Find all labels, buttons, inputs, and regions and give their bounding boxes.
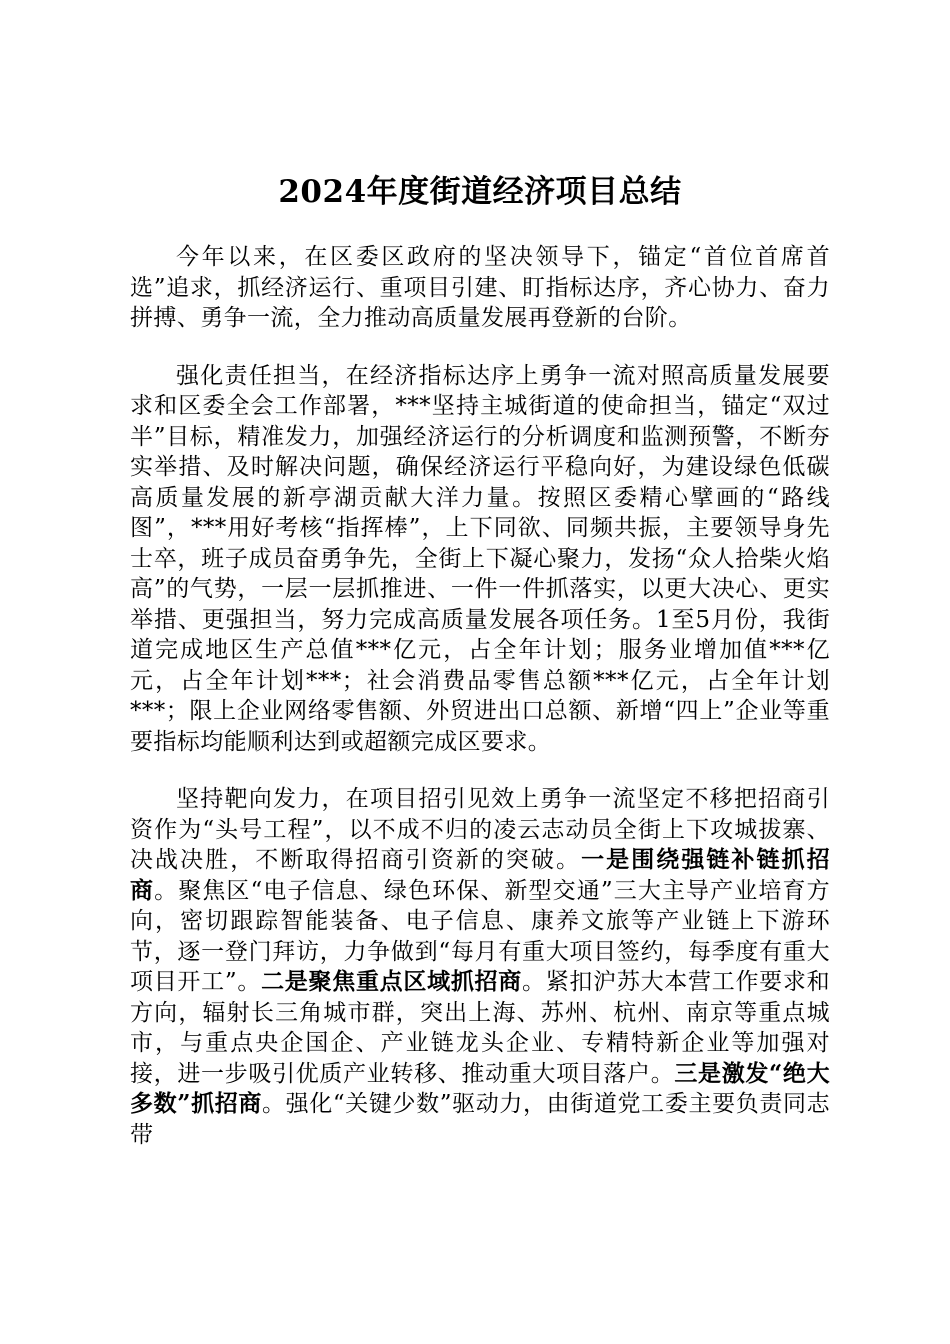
point-one-text: 。聚焦区“电子信息、绿色环保、新型交通”三大主导产业培育方向，密切跟踪智能装备、电子信息、康养文旅等产业链上下游环节，逐一登门拜访，力争做到“每月有重大项目签约，每季度有重大项目开工”。: [130, 877, 830, 995]
document-title: 2024年度街道经济项目总结: [278, 174, 682, 210]
point-two-heading: 二是聚焦重点区域抓招商: [261, 968, 522, 995]
point-two-text: 。紧扣沪苏大本营工作要求和方向，辐射长三角城市群，突出上海、苏州、杭州、南京等重点城市，与重点央企国企、产业链龙头企业、专精特新企业等加强对接，进一步吸引优质产业转移、推动重大项目落户。: [130, 969, 830, 1087]
point-three-heading: 三是激发“绝大多数”抓招商: [130, 1059, 830, 1117]
point-three-text: 。强化“关键少数”驱动力，由街道党工委主要负责同志带: [130, 1091, 830, 1148]
paragraph-intro: 今年以来，在区委区政府的坚决领导下，锚定“首位首席首选”追求，抓经济运行、重项目引建、盯指标达序，齐心协力、奋力拼搏、勇争一流，全力推动高质量发展再登新的台阶。: [130, 244, 830, 331]
paragraph-project-attraction-intro: 坚持靶向发力，在项目招引见效上勇争一流坚定不移把招商引资作为“头号工程”，以不成不归的凌云志动员全街上下攻城拔寨、决战决胜，不断取得招商引资新的突破。: [130, 786, 830, 873]
paragraph-project-attraction: [130, 784, 830, 1150]
paragraph-economic-indicators: 强化责任担当，在经济指标达序上勇争一流对照高质量发展要求和区委全会工作部署，***坚持主城街道的使命担当，锚定“双过半”目标，精准发力，加强经济运行的分析调度和监测预警，不断夯实举措、及时解决问题，确保经济运行平稳向好，为建设绿色低碳高质量发展的新亭湖贡献大洋力量。按照区委精心擘画的“路线图”，***用好考核“指挥棒”，上下同欲、同频共振，主要领导身先士卒，班子成员奋勇争先，全街上下凝心聚力，发扬“众人拾柴火焰高”的气势，一层一层抓推进、一件一件抓落实，以更大决心、更实举措、更强担当，努力完成高质量发展各项任务。1至5月份，我街道完成地区生产总值***亿元，占全年计划；服务业增加值***亿元，占全年计划***；社会消费品零售总额***亿元，占全年计划***；限上企业网络零售额、外贸进出口总额、新增“四上”企业等重要指标均能顺利达到或超额完成区要求。: [130, 362, 830, 755]
point-one-heading: 一是围绕强链补链抓招商: [130, 846, 831, 904]
document-page: [130, 170, 830, 1177]
